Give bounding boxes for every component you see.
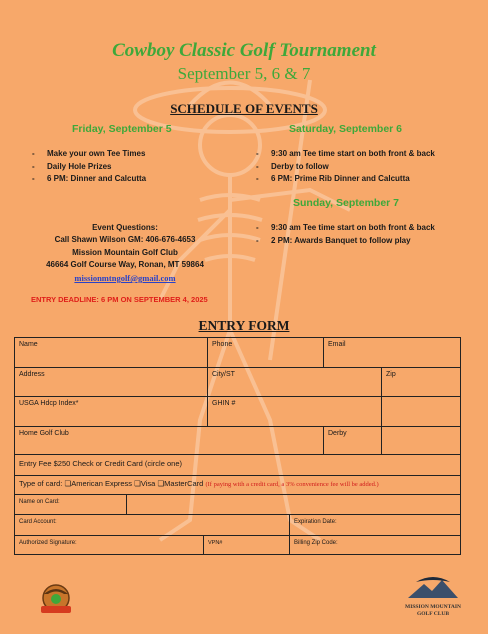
expiration-field[interactable] xyxy=(289,515,460,535)
vpn-label: VPN# xyxy=(208,540,223,546)
phone-label: Phone xyxy=(212,341,233,348)
card-amex-option[interactable]: American Express xyxy=(71,479,133,488)
home-club-field[interactable] xyxy=(15,427,323,454)
address-field[interactable] xyxy=(15,368,207,396)
list-item: - 2 PM: Awards Banquet to follow play xyxy=(256,236,435,249)
city-st-field[interactable] xyxy=(207,368,381,396)
form-row xyxy=(14,337,461,367)
list-item: - 9:30 am Tee time start on both front & back xyxy=(256,223,435,236)
entry-fee-label: Entry Fee $250 Check or Credit Card (circle one) xyxy=(19,459,182,468)
name-label: Name xyxy=(19,341,38,348)
entry-form-heading: ENTRY FORM xyxy=(198,318,290,333)
card-mastercard-option[interactable]: MasterCard xyxy=(164,479,204,488)
email-label: Email xyxy=(328,341,346,348)
name-on-card-field[interactable] xyxy=(126,495,460,514)
logo-line-1: MISSION MOUNTAIN xyxy=(405,604,461,610)
saturday-events xyxy=(256,149,435,187)
city-st-label: City/ST xyxy=(212,371,235,378)
form-row xyxy=(14,475,461,494)
derby-field[interactable] xyxy=(323,427,381,454)
entry-fee-field[interactable] xyxy=(15,455,460,475)
billing-zip-field[interactable] xyxy=(289,536,460,554)
form-row xyxy=(14,367,461,396)
checkbox-icon[interactable]: ❏ xyxy=(64,479,72,488)
card-type-field xyxy=(15,476,460,494)
checkbox-icon[interactable]: ❏ xyxy=(134,479,141,488)
derby-label: Derby xyxy=(328,430,347,437)
checkbox-icon[interactable]: ❏ xyxy=(157,479,165,488)
form-row xyxy=(14,514,461,535)
saturday-heading: Saturday, September 6 xyxy=(289,123,403,135)
contact-info xyxy=(30,222,220,271)
contact-address: 46664 Golf Course Way, Ronan, MT 59864 xyxy=(46,259,204,269)
friday-heading: Friday, September 5 xyxy=(72,123,172,135)
vpn-field[interactable] xyxy=(203,536,289,554)
entry-form xyxy=(14,337,461,555)
cowboy-classic-logo xyxy=(38,582,74,616)
billing-zip-label: Billing Zip Code: xyxy=(294,540,338,546)
signature-field[interactable] xyxy=(15,536,203,554)
form-row xyxy=(14,494,461,514)
card-account-field[interactable] xyxy=(15,515,289,535)
form-row xyxy=(14,535,461,555)
tournament-dates: September 5, 6 & 7 xyxy=(177,64,311,83)
card-fee-note: (If paying with a credit card, a 3% convenience fee will be added.) xyxy=(205,481,379,488)
contact-line: Event Questions: xyxy=(92,223,158,232)
card-type-label: Type of card: xyxy=(19,479,65,488)
contact-phone: Call Shawn Wilson GM: 406-676-4653 xyxy=(54,235,196,245)
zip-label: Zip xyxy=(386,371,396,378)
email-field[interactable] xyxy=(323,338,460,367)
zip-field[interactable] xyxy=(381,368,460,396)
name-on-card-label: Name on Card: xyxy=(19,499,60,505)
eagle-mountain-icon xyxy=(406,574,460,600)
blank-field[interactable] xyxy=(381,397,460,426)
derby-value-field[interactable] xyxy=(381,427,460,454)
contact-email-link[interactable]: missionmtngolf@gmail.com xyxy=(74,273,176,283)
contact-club: Mission Mountain Golf Club xyxy=(72,247,178,257)
friday-events xyxy=(32,149,146,187)
list-item: - Daily Hole Prizes xyxy=(32,162,146,175)
card-account-label: Card Account: xyxy=(19,519,57,525)
signature-label: Authorized Signature: xyxy=(19,540,77,546)
mission-mountain-logo xyxy=(398,574,468,624)
logo-line-2: GOLF CLUB xyxy=(416,611,450,617)
name-field[interactable] xyxy=(15,338,207,367)
card-visa-option[interactable]: Visa xyxy=(140,479,156,488)
usga-label: USGA Hdcp Index* xyxy=(19,400,79,407)
sunday-heading: Sunday, September 7 xyxy=(293,197,400,209)
schedule-heading: SCHEDULE OF EVENTS xyxy=(170,101,318,116)
ghin-label: GHIN # xyxy=(212,400,236,407)
form-row xyxy=(14,396,461,426)
entry-deadline: ENTRY DEADLINE: 6 PM ON SEPTEMBER 4, 2025 xyxy=(31,295,208,304)
address-label: Address xyxy=(19,371,45,378)
phone-field[interactable] xyxy=(207,338,323,367)
ghin-field[interactable] xyxy=(207,397,381,426)
usga-hdcp-field[interactable] xyxy=(15,397,207,426)
form-row xyxy=(14,426,461,454)
expiration-label: Expiration Date: xyxy=(294,519,337,525)
name-on-card-label-cell xyxy=(15,495,126,514)
tournament-title: Cowboy Classic Golf Tournament xyxy=(112,40,376,61)
list-item: - 6 PM: Dinner and Calcutta xyxy=(32,174,146,187)
list-item: - 9:30 am Tee time start on both front & back xyxy=(256,149,435,162)
sunday-events xyxy=(256,223,435,248)
list-item: - Make your own Tee Times xyxy=(32,149,146,162)
list-item: - 6 PM: Prime Rib Dinner and Calcutta xyxy=(256,174,435,187)
list-item: - Derby to follow xyxy=(256,162,435,175)
home-club-label: Home Golf Club xyxy=(19,430,69,437)
form-row xyxy=(14,454,461,475)
